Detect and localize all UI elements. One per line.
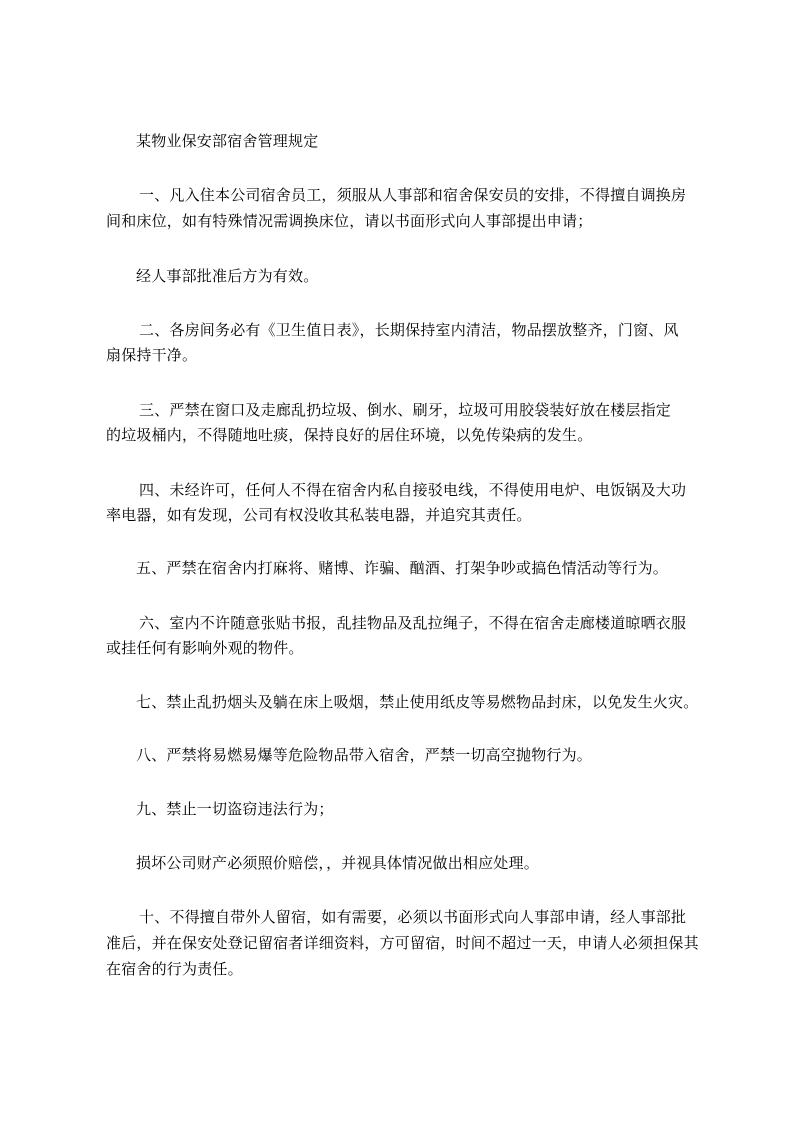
rule-1-line-3: 经人事部批准后方为有效。 [136,267,319,285]
rule-1-line-2: 间和床位，如有特殊情况需调换床位，请以书面形式向人事部提出申请； [106,212,593,230]
rule-10-line-3: 在宿舍的行为责任。 [106,960,243,978]
rule-3-line-2: 的垃圾桶内，不得随地吐痰，保持良好的居住环境，以免传染病的发生。 [106,426,593,444]
rule-2-line-2: 扇保持干净。 [106,346,198,364]
document-title: 某物业保安部宿舍管理规定 [136,132,319,150]
rule-6-line-2: 或挂任何有影响外观的物件。 [106,639,304,657]
rule-9-line-2: 损坏公司财产必须照价赔偿，，并视具体情况做出相应处理。 [136,854,539,872]
rule-2-line-1: 二、各房间务必有《卫生值日表》，长期保持室内清洁，物品摆放整齐，门窗、风 [139,321,679,339]
rule-6-line-1: 六、室内不许随意张贴书报，乱挂物品及乱拉绳子，不得在宿舍走廊楼道晾晒衣服 [139,614,687,632]
rule-9-line-1: 九、禁止一切盗窃违法行为； [136,800,334,818]
rule-3-line-1: 三、严禁在窗口及走廊乱扔垃圾、倒水、刷牙，垃圾可用胶袋装好放在楼层指定 [139,401,672,419]
rule-1-line-1: 一、凡入住本公司宿舍员工，须服从人事部和宿舍保安员的安排，不得擅自调换房 [139,186,687,204]
rule-10-line-1: 十、不得擅自带外人留宿，如有需要，必须以书面形式向人事部申请，经人事部批 [139,908,687,926]
rule-4-line-1: 四、未经许可，任何人不得在宿舍内私自接驳电线，不得使用电炉、电饭锅及大功 [139,481,687,499]
rule-5-line-1: 五、严禁在宿舍内打麻将、赌博、诈骗、酗酒、打架争吵或搞色情活动等行为。 [136,559,669,577]
rule-10-line-2: 准后，并在保安处登记留宿者详细资料，方可留宿，时间不超过一天，申请人必须担保其 [106,934,699,952]
rule-4-line-2: 率电器，如有发现，公司有权没收其私装电器，并追究其责任。 [106,506,532,524]
rule-7-line-1: 七、禁止乱扔烟头及躺在床上吸烟，禁止使用纸皮等易燃物品封床，以免发生火灾。 [136,693,699,711]
rule-8-line-1: 八、严禁将易燃易爆等危险物品带入宿舍，严禁一切高空抛物行为。 [136,746,593,764]
